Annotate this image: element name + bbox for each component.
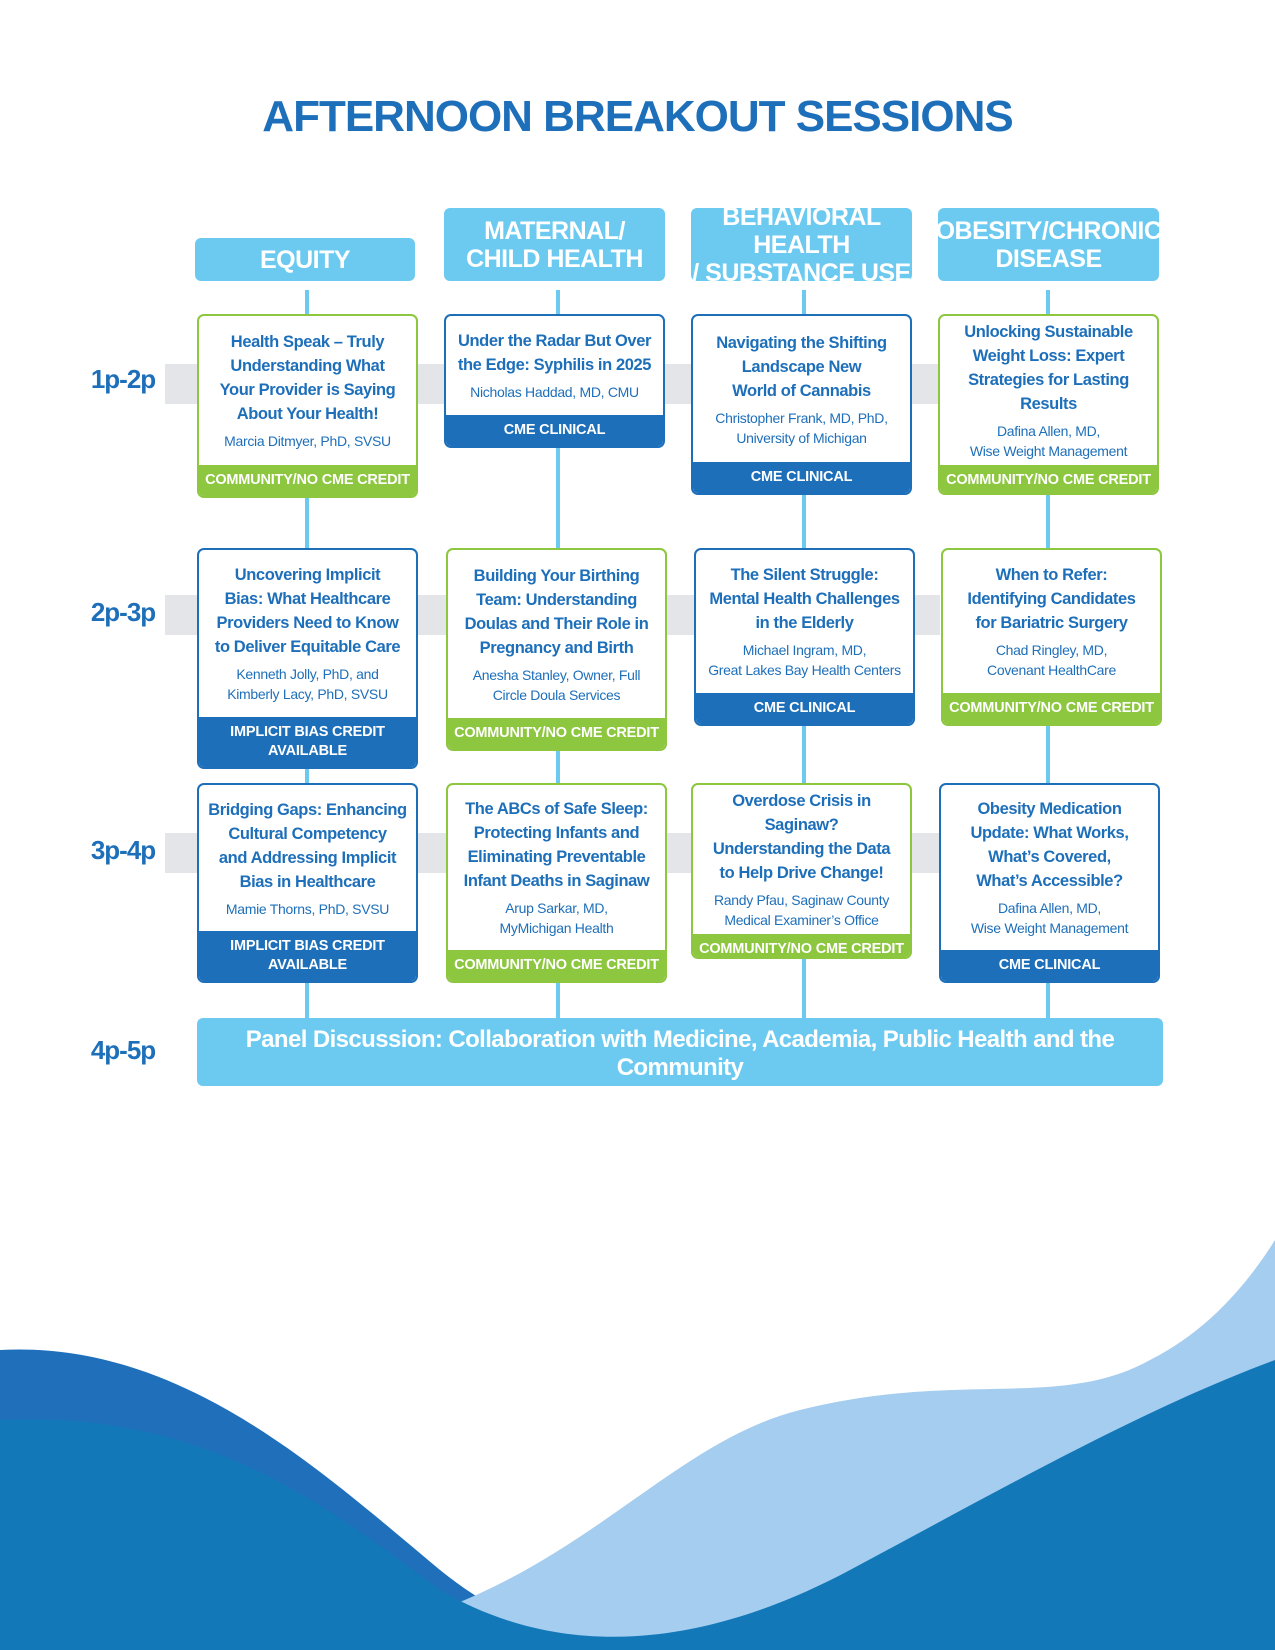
session-speaker: Christopher Frank, MD, PhD, University of Michigan <box>715 409 888 446</box>
session-title: Unlocking Sustainable Weight Loss: Expert Strategies for Lasting Results <box>964 323 1133 413</box>
session-card[interactable] <box>939 783 1160 983</box>
credit-badge: COMMUNITY/NO CME CREDIT <box>943 693 1160 724</box>
session-title: Under the Radar But Over the Edge: Syphilis in 2025 <box>457 332 652 374</box>
session-card[interactable] <box>446 548 667 751</box>
panel-title: Panel Discussion: Collaboration with Medicine, Academia, Public Health and the Community <box>245 1026 1115 1081</box>
session-title: Bridging Gaps: Enhancing Cultural Competency and Addressing Implicit Bias in Healthcare <box>208 800 407 891</box>
session-card[interactable] <box>938 314 1159 495</box>
session-title: The Silent Struggle: Mental Health Challenges in the Elderly <box>709 566 900 632</box>
page-title: AFTERNOON BREAKOUT SESSIONS <box>262 92 1013 141</box>
session-title: When to Refer: Identifying Candidates for Bariatric Surgery <box>967 566 1136 632</box>
credit-badge: COMMUNITY/NO CME CREDIT <box>448 718 665 749</box>
session-speaker: Anesha Stanley, Owner, Full Circle Doula Services <box>472 666 641 703</box>
credit-badge: COMMUNITY/NO CME CREDIT <box>199 465 416 496</box>
session-card[interactable] <box>941 548 1162 726</box>
session-title: Health Speak – Truly Understanding What Your Provider is Saying About Your Health! <box>219 333 396 423</box>
credit-badge: CME CLINICAL <box>446 415 663 446</box>
session-card[interactable] <box>694 548 915 726</box>
credit-badge: CME CLINICAL <box>941 950 1158 981</box>
session-speaker: Mamie Thorns, PhD, SVSU <box>225 900 390 917</box>
session-speaker: Arup Sarkar, MD, MyMichigan Health <box>499 900 614 936</box>
session-speaker: Nicholas Haddad, MD, CMU <box>470 384 639 400</box>
session-card[interactable] <box>197 314 418 498</box>
session-speaker: Dafina Allen, MD, Wise Weight Management <box>969 423 1128 459</box>
session-title: Uncovering Implicit Bias: What Healthcare Providers Need to Know to Deliver Equitable Care <box>214 566 401 656</box>
column-header-behavioral-health: BEHAVIORAL HEALTH / SUBSTANCE USE <box>692 202 911 287</box>
column-header-maternal-child-health: MATERNAL/ CHILD HEALTH <box>444 208 665 281</box>
session-card[interactable] <box>197 783 418 983</box>
time-label-3: 3p-4p <box>90 835 156 865</box>
session-title: Obesity Medication Update: What Works, What’s Covered, What’s Accessible? <box>970 800 1129 890</box>
session-speaker: Michael Ingram, MD, Great Lakes Bay Health Centers <box>708 642 901 678</box>
column-header-equity: EQUITY <box>195 238 415 281</box>
time-label-4: 4p-5p <box>90 1035 156 1065</box>
decorative-wave <box>0 1240 1275 1650</box>
credit-badge: IMPLICIT BIAS CREDIT AVAILABLE <box>199 717 416 767</box>
credit-badge: COMMUNITY/NO CME CREDIT <box>448 950 665 981</box>
panel-discussion[interactable] <box>197 1018 1163 1103</box>
session-card[interactable] <box>197 548 418 769</box>
credit-badge: CME CLINICAL <box>693 462 910 493</box>
panel-speakers: Samual Shaheen, MD, Steven Vance, MD, Christina Harrington, MPH, Sandra Lindsey, MSW, and Joyce Seals <box>326 1086 1034 1103</box>
session-speaker: Kenneth Jolly, PhD, and Kimberly Lacy, PhD, SVSU <box>227 666 388 702</box>
time-label-2: 2p-3p <box>90 597 156 627</box>
credit-badge: IMPLICIT BIAS CREDIT AVAILABLE <box>199 931 416 981</box>
session-title: The ABCs of Safe Sleep: Protecting Infants and Eliminating Preventable Infant Deaths in Saginaw <box>463 800 650 890</box>
session-card[interactable] <box>444 314 665 448</box>
session-title: Building Your Birthing Team: Understanding Doulas and Their Role in Pregnancy and Birth <box>464 566 649 657</box>
time-label-1: 1p-2p <box>90 364 156 394</box>
session-card[interactable] <box>446 783 667 983</box>
session-speaker: Marcia Ditmyer, PhD, SVSU <box>224 433 391 449</box>
column-header-obesity-chronic-disease: OBESITY/CHRONIC DISEASE <box>938 208 1159 281</box>
session-card[interactable] <box>691 314 912 495</box>
credit-badge: COMMUNITY/NO CME CREDIT <box>940 465 1157 495</box>
credit-badge: CME CLINICAL <box>696 693 913 724</box>
session-speaker: Randy Pfau, Saginaw County Medical Examiner’s Office <box>713 892 890 928</box>
session-speaker: Chad Ringley, MD, Covenant HealthCare <box>987 642 1116 678</box>
session-title: Overdose Crisis in Saginaw? Understanding the Data to Help Drive Change! <box>712 792 891 882</box>
session-title: Navigating the Shifting Landscape New World of Cannabis <box>716 333 887 400</box>
session-speaker: Dafina Allen, MD, Wise Weight Management <box>970 900 1129 936</box>
session-card[interactable] <box>691 783 912 959</box>
credit-badge: COMMUNITY/NO CME CREDIT <box>693 934 910 959</box>
